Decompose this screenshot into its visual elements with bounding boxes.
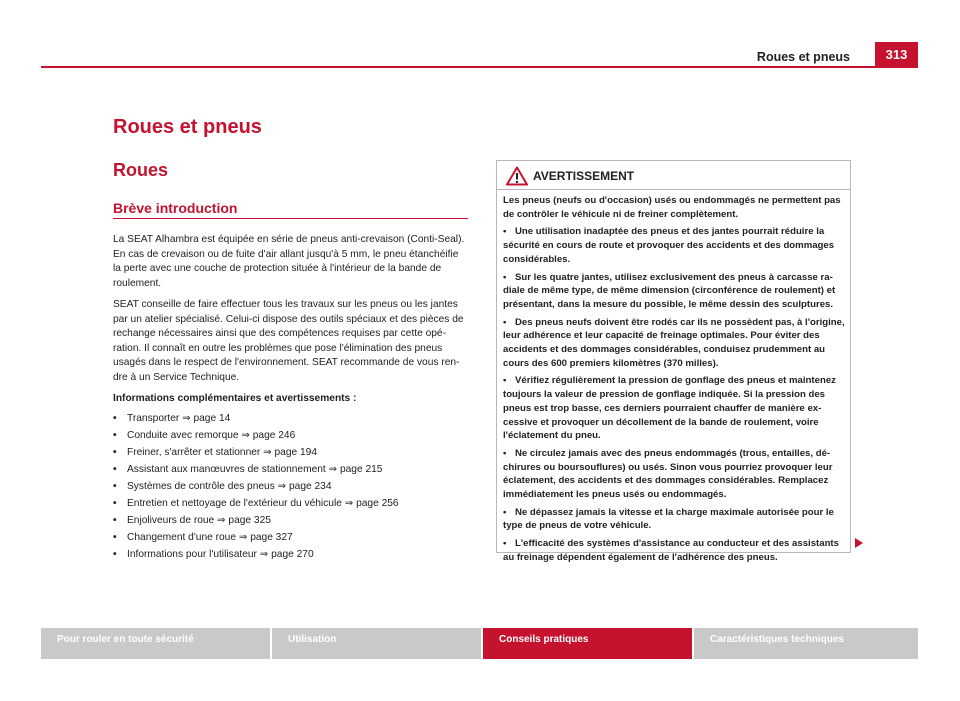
subsection-rule	[113, 218, 468, 219]
continue-arrow-icon	[855, 538, 863, 548]
info-link[interactable]: Freiner, s'arrêter et stationner ⇒ page 194	[127, 446, 317, 458]
footer-tab-conseils[interactable]: Conseils pratiques	[483, 628, 694, 659]
warning-item: • Sur les quatre jantes, utilisez exclusivement des pneus à carcasse radiale de même type, de même dimension (circonférence de roulement) et présentant, dans la mesure du possible, le même dessin des sculptures.	[503, 271, 836, 310]
bullet: •	[503, 506, 507, 518]
bullet: •	[503, 316, 507, 328]
bullet: •	[503, 226, 507, 238]
info-link[interactable]: Informations pour l'utilisateur ⇒ page 270	[127, 548, 314, 560]
info-link[interactable]: Transporter ⇒ page 14	[127, 412, 231, 424]
intro-column	[113, 233, 469, 564]
bullet: •	[113, 497, 117, 509]
info-link[interactable]: Conduite avec remorque ⇒ page 246	[127, 429, 296, 441]
warning-item: • Vérifiez régulièrement la pression de gonflage des pneus et maintenez toujours la valeur de pression de gonflage indiquée. Si la pression des pneus est trop basse, ces derniers pourraient chauffer de manière excessive et provoquer un décollement de la bande de roulement, voire l'éclatement du pneu.	[503, 375, 836, 442]
bullet: •	[503, 447, 507, 459]
footer-tab-securite[interactable]: Pour rouler en toute sécurité	[41, 628, 272, 659]
bullet: •	[503, 538, 507, 550]
info-list-item[interactable]	[113, 513, 469, 530]
info-list-item[interactable]	[113, 428, 469, 445]
footer-tab-utilisation[interactable]: Utilisation	[272, 628, 483, 659]
warning-item: • Des pneus neufs doivent être rodés car ils ne possèdent pas, à l'origine, leur adhérence et leur capacité de freinage optimales. Pour éviter des accidents et des dommages considérables, conduisez prudemment au cours des 600 premiers kilomètres (370 milles).	[503, 316, 845, 369]
warning-intro: Les pneus (neufs ou d'occasion) usés ou endommagés ne permettent pas de contrôler le véhicule ni de freiner complètement.	[503, 195, 841, 220]
section-title: Roues	[113, 160, 169, 180]
info-link[interactable]: Changement d'une roue ⇒ page 327	[127, 531, 293, 543]
running-header-title: Roues et pneus	[756, 50, 850, 64]
warning-header	[497, 161, 850, 190]
info-list-item[interactable]	[113, 411, 469, 428]
intro-paragraph: SEAT conseille de faire effectuer tous les travaux sur les pneus ou les jantes par un atelier spécialisé. Celui-ci dispose des outils spéciaux et des pièces de rechange nécessaires ainsi que des compétences requises par cette opération. Il connaît en outre les problèmes que pose l'élimination des pneus usagés dans le respect de l'environnement. SEAT recommande de vous rendre à un Service Technique.	[113, 299, 464, 383]
warning-triangle-icon	[506, 166, 528, 186]
bullet: •	[113, 429, 117, 441]
info-list-item[interactable]	[113, 547, 469, 564]
bullet: •	[113, 548, 117, 560]
info-list-item[interactable]	[113, 530, 469, 547]
footer-tab-caracteristiques[interactable]: Caractéristiques techniques	[694, 628, 918, 659]
warning-item: • L'efficacité des systèmes d'assistance au conducteur et des assistants au freinage dépendent également de l'adhérence des pneus.	[503, 538, 839, 563]
info-link[interactable]: Assistant aux manœuvres de stationnement ⇒ page 215	[127, 463, 383, 475]
warning-item: • Une utilisation inadaptée des pneus et des jantes pourrait réduire la sécurité en cours de route et provoquer des accidents et des dommages considérables.	[503, 226, 835, 265]
page-number-badge: 313	[875, 42, 918, 66]
intro-paragraph: La SEAT Alhambra est équipée en série de pneus anti-crevaison (Conti-Seal). En cas de crevaison ou de fuite d'air allant jusqu'à 5 mm, le pneu étanchéifie la perte avec une couche de protection située à l'intérieur de la bande de roulement.	[113, 234, 465, 289]
bullet: •	[113, 446, 117, 458]
bullet: •	[503, 375, 507, 387]
warning-box	[496, 160, 851, 563]
info-link[interactable]: Enjoliveurs de roue ⇒ page 325	[127, 514, 271, 526]
info-heading: Informations complémentaires et avertissements :	[113, 393, 357, 404]
chapter-title: Roues et pneus	[113, 116, 262, 138]
bullet: •	[113, 531, 117, 543]
subsection-title: Brève introduction	[113, 200, 238, 216]
footer-nav	[41, 628, 918, 659]
warning-body	[503, 194, 847, 569]
info-link[interactable]: Systèmes de contrôle des pneus ⇒ page 234	[127, 480, 332, 492]
bullet: •	[113, 480, 117, 492]
bullet: •	[113, 412, 117, 424]
warning-item: • Ne dépassez jamais la vitesse et la charge maximale autorisée pour le type de pneus de votre véhicule.	[503, 506, 834, 532]
info-list-item[interactable]	[113, 496, 469, 513]
info-list	[113, 411, 469, 564]
info-list-item[interactable]	[113, 479, 469, 496]
bullet: •	[503, 271, 507, 283]
info-list-item[interactable]	[113, 445, 469, 462]
bullet: •	[113, 463, 117, 475]
header-rule	[41, 66, 918, 68]
warning-title: AVERTISSEMENT	[533, 169, 635, 183]
info-link[interactable]: Entretien et nettoyage de l'extérieur du véhicule ⇒ page 256	[127, 497, 399, 509]
warning-item: • Ne circulez jamais avec des pneus endommagés (trous, entailles, déchirures ou boursouflures) ou usés. Sinon vous pourriez provoquer leur éclatement, des accidents et des dommages considérables. Remplacez immédiatement les pneus usés ou endommagés.	[503, 447, 833, 501]
bullet: •	[113, 514, 117, 526]
info-list-item[interactable]	[113, 462, 469, 479]
